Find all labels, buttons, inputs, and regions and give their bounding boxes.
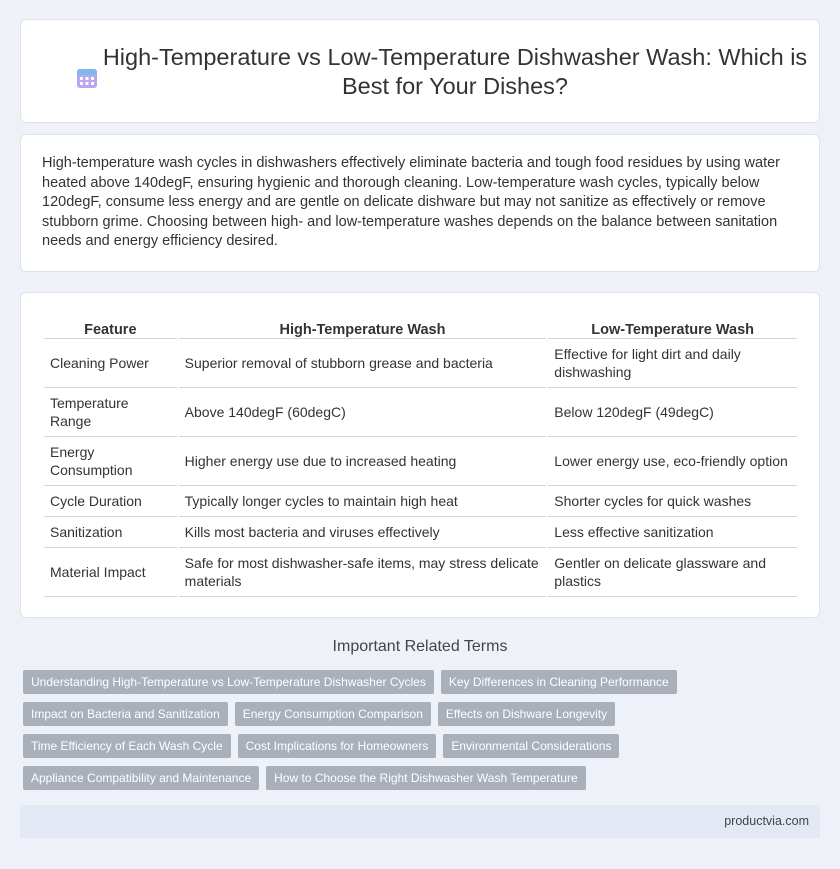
feature-cell: Material Impact <box>44 548 177 597</box>
feature-cell: Temperature Range <box>44 388 177 437</box>
low-temp-cell: Below 120degF (49degC) <box>548 388 797 437</box>
related-terms-title: Important Related Terms <box>332 638 508 655</box>
low-temp-cell: Gentler on delicate glassware and plastics <box>548 548 797 597</box>
high-temp-cell: Safe for most dishwasher-safe items, may stress delicate materials <box>179 548 547 597</box>
comparison-table-card <box>20 292 820 618</box>
high-temp-cell: Typically longer cycles to maintain high heat <box>179 486 547 517</box>
high-temp-cell: Superior removal of stubborn grease and bacteria <box>179 339 547 388</box>
related-term-tag[interactable]: Time Efficiency of Each Wash Cycle <box>23 734 231 758</box>
low-temp-cell: Lower energy use, eco-friendly option <box>548 437 797 486</box>
intro-card <box>20 134 820 272</box>
related-term-tag[interactable]: Understanding High-Temperature vs Low-Temperature Dishwasher Cycles <box>23 670 434 694</box>
high-temp-cell: Above 140degF (60degC) <box>179 388 547 437</box>
table-row <box>44 388 797 437</box>
high-temp-cell: Kills most bacteria and viruses effectively <box>179 517 547 548</box>
column-header-feature: Feature <box>44 315 177 339</box>
tag-row <box>23 702 813 726</box>
related-term-tag[interactable]: Key Differences in Cleaning Performance <box>441 670 677 694</box>
calendar-grid-icon <box>75 66 99 90</box>
related-terms-tags <box>23 670 813 798</box>
feature-cell: Sanitization <box>44 517 177 548</box>
related-term-tag[interactable]: Effects on Dishware Longevity <box>438 702 615 726</box>
related-term-tag[interactable]: Impact on Bacteria and Sanitization <box>23 702 228 726</box>
feature-cell: Cleaning Power <box>44 339 177 388</box>
table-row <box>44 548 797 597</box>
table-row <box>44 437 797 486</box>
table-header-row <box>44 315 797 339</box>
related-term-tag[interactable]: Environmental Considerations <box>443 734 619 758</box>
column-header-low-temperature: Low-Temperature Wash <box>548 315 797 339</box>
column-header-high-temperature: High-Temperature Wash <box>179 315 547 339</box>
high-temp-cell: Higher energy use due to increased heating <box>179 437 547 486</box>
table-row <box>44 339 797 388</box>
feature-cell: Cycle Duration <box>44 486 177 517</box>
footer-bar <box>20 805 820 838</box>
title-card <box>20 19 820 123</box>
tag-row <box>23 766 813 790</box>
low-temp-cell: Effective for light dirt and daily dishwashing <box>548 339 797 388</box>
page-title: High-Temperature vs Low-Temperature Dishwasher Wash: Which is Best for Your Dishes? <box>102 44 808 99</box>
related-term-tag[interactable]: Energy Consumption Comparison <box>235 702 431 726</box>
low-temp-cell: Shorter cycles for quick washes <box>548 486 797 517</box>
intro-paragraph: High-temperature wash cycles in dishwashers effectively eliminate bacteria and tough food residues by using water heated above 140degF, ensuring hygienic and thorough cleaning. Low-temperature wash cycles, typically below 120degF, consume less energy and are gentle on delicate dishware but may not sanitize as effectively or remove stubborn grime. Choosing between high- and low-temperature washes depends on the balance between sanitation needs and energy efficiency desired. <box>42 155 781 250</box>
feature-cell: Energy Consumption <box>44 437 177 486</box>
related-term-tag[interactable]: Appliance Compatibility and Maintenance <box>23 766 259 790</box>
tag-row <box>23 734 813 758</box>
comparison-table <box>42 315 799 597</box>
table-row <box>44 517 797 548</box>
low-temp-cell: Less effective sanitization <box>548 517 797 548</box>
footer-site-link[interactable]: productvia.com <box>724 814 809 828</box>
related-term-tag[interactable]: How to Choose the Right Dishwasher Wash Temperature <box>266 766 585 790</box>
related-term-tag[interactable]: Cost Implications for Homeowners <box>238 734 437 758</box>
table-row <box>44 486 797 517</box>
tag-row <box>23 670 813 694</box>
